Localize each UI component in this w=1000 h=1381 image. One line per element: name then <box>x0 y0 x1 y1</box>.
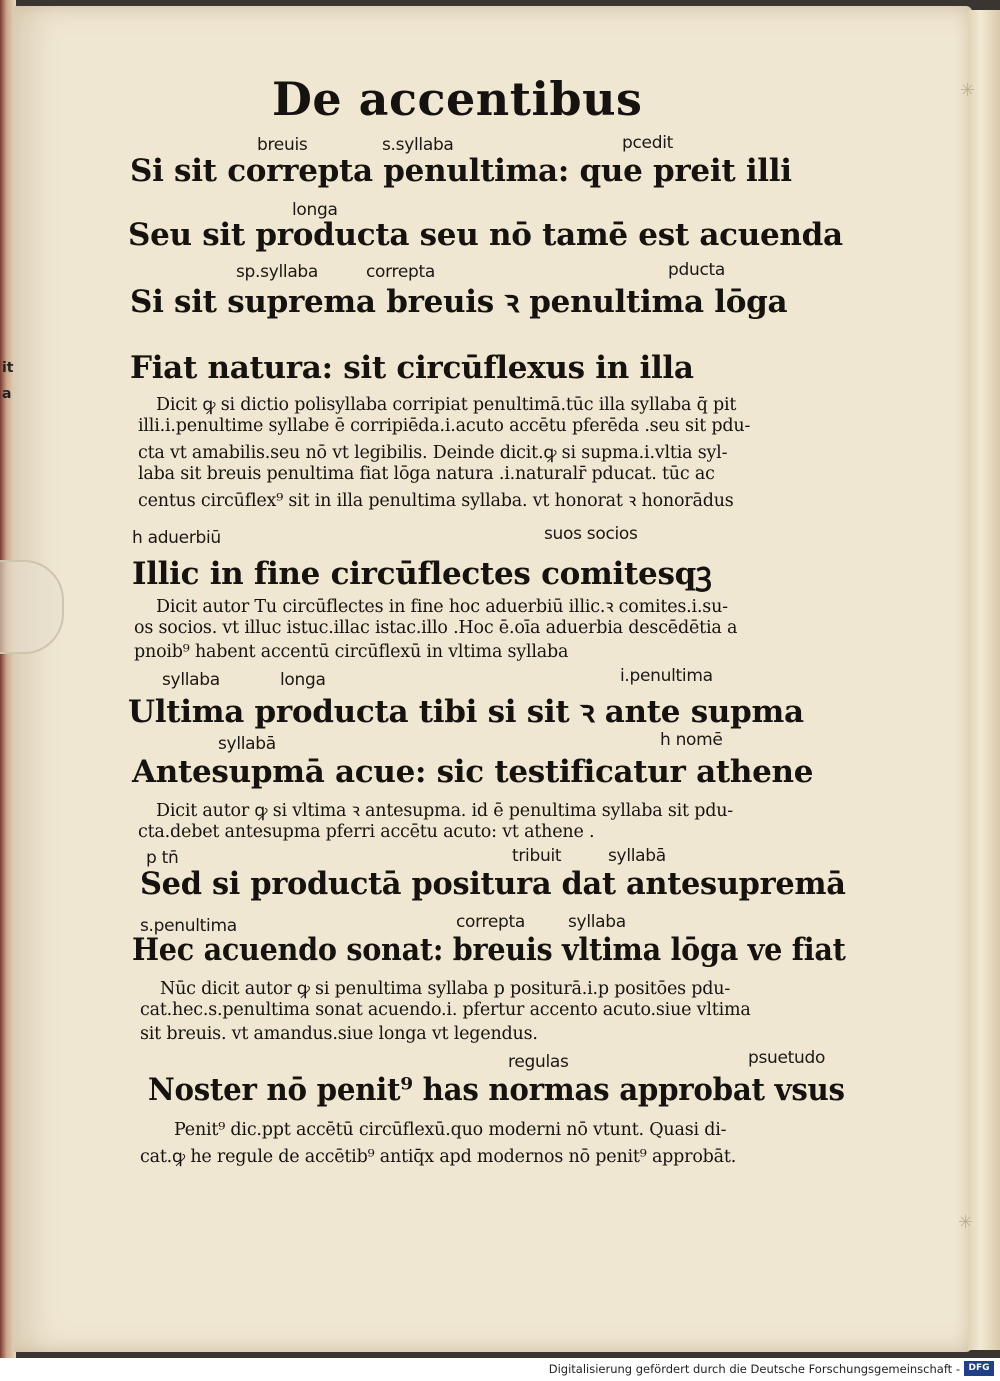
page-title: De accentibus <box>272 72 643 126</box>
gloss: pcedit <box>622 133 673 153</box>
gloss: s.penultima <box>140 916 237 936</box>
commentary-line: Dicit ꝙ si dictio polisyllaba corripiat penultimā.tūc illa syllaba q̄ pit <box>156 395 737 415</box>
commentary-line: cat.ꝙ he regule de accētib⁹ antiq̄x apd modernos nō penit⁹ approbāt. <box>140 1147 737 1167</box>
gloss: syllabā <box>218 734 276 754</box>
verse-line: Fiat natura: sit circūflexus in illa <box>130 350 694 386</box>
gloss: breuis <box>257 135 308 155</box>
commentary-line: Dicit autor Tu circūflectes in fine hoc aduerbiū illic.ꝛ comites.i.su- <box>156 597 728 617</box>
commentary-line: centus circūflex⁹ sit in illa penultima syllaba. vt honorat ꝛ honorādus <box>138 491 734 511</box>
verse-line: Si sit suprema breuis ꝛ penultima lōga <box>130 284 788 320</box>
gloss: h nomē <box>660 730 723 750</box>
verse-line: Si sit correpta penultima: que preit illi <box>130 153 792 189</box>
commentary-line: sit breuis. vt amandus.siue longa vt legendus. <box>140 1024 538 1044</box>
verse-line: Seu sit producta seu nō tamē est acuenda <box>128 217 843 253</box>
commentary-line: cat.hec.s.penultima sonat acuendo.i. pfertur accento acuto.siue vltima <box>140 1000 751 1020</box>
gloss: correpta <box>366 262 435 282</box>
gloss: correpta <box>456 912 525 932</box>
verse-line: Antesupmā acue: sic testificatur athene <box>132 754 814 790</box>
commentary-line: Dicit autor ꝙ si vltima ꝛ antesupma. id ē penultima syllaba sit pdu- <box>156 801 733 821</box>
footer-credit: Digitalisierung gefördert durch die Deutsche Forschungsgemeinschaft - <box>548 1362 960 1376</box>
page-marker-clip <box>0 560 64 654</box>
gloss: syllaba <box>162 670 220 690</box>
gloss: syllaba <box>568 912 626 932</box>
gloss: pducta <box>668 260 725 280</box>
digitization-footer <box>0 1358 1000 1381</box>
gloss: p tn̄ <box>146 848 179 868</box>
dfg-logo: DFG <box>964 1361 994 1376</box>
verse-line: Illic in fine circūflectes comitesqꝫ <box>132 556 712 592</box>
commentary-line: pnoib⁹ habent accentū circūflexū in vltima syllaba <box>134 642 569 662</box>
gloss: syllabā <box>608 846 666 866</box>
verse-line: Sed si productā positura dat antesupremā <box>140 866 846 902</box>
commentary-line: os socios. vt illuc istuc.illac istac.illo .Hoc ē.oīa aduerbia descēdētia a <box>134 618 738 638</box>
gloss: psuetudo <box>748 1048 826 1068</box>
commentary-line: Penit⁹ dic.ppt accētū circūflexū.quo moderni nō vtunt. Quasi di- <box>174 1120 727 1140</box>
gloss: sp.syllaba <box>236 262 319 282</box>
commentary-line: cta vt amabilis.seu nō vt legibilis. Deinde dicit.ꝙ si supma.i.vltia syl- <box>138 443 728 463</box>
gloss: longa <box>292 200 338 220</box>
gloss: tribuit <box>512 846 562 866</box>
margin-note-2: a <box>2 386 12 402</box>
margin-note-1: it <box>2 360 14 376</box>
verse-line: Ultima producta tibi si sit ꝛ ante supma <box>128 694 804 730</box>
verse-line: Hec acuendo sonat: breuis vltima lōga ve fiat <box>132 932 846 968</box>
verse-line: Noster nō penit⁹ has normas approbat vsus <box>148 1072 845 1108</box>
gloss: regulas <box>508 1052 569 1072</box>
ghost-mark: ✳ <box>958 1212 974 1233</box>
gloss: h aduerbiū <box>132 528 221 548</box>
commentary-line: laba sit breuis penultima fiat lōga natura .i.naturalr̄ pducat. tūc ac <box>138 464 715 484</box>
adjacent-page-edge <box>968 10 1000 1350</box>
gloss: suos socios <box>544 524 638 544</box>
ghost-mark: ✳ <box>960 80 976 101</box>
commentary-line: illi.i.penultime syllabe ē corripiēda.i.acuto accētu pferēda .seu sit pdu- <box>138 416 751 436</box>
gloss: longa <box>280 670 326 690</box>
gloss: i.penultima <box>620 666 713 686</box>
commentary-line: cta.debet antesupma pferri accētu acuto: vt athene . <box>138 822 595 842</box>
gloss: s.syllaba <box>382 135 454 155</box>
commentary-line: Nūc dicit autor ꝙ si penultima syllaba p positurā.i.p positōes pdu- <box>160 979 731 999</box>
